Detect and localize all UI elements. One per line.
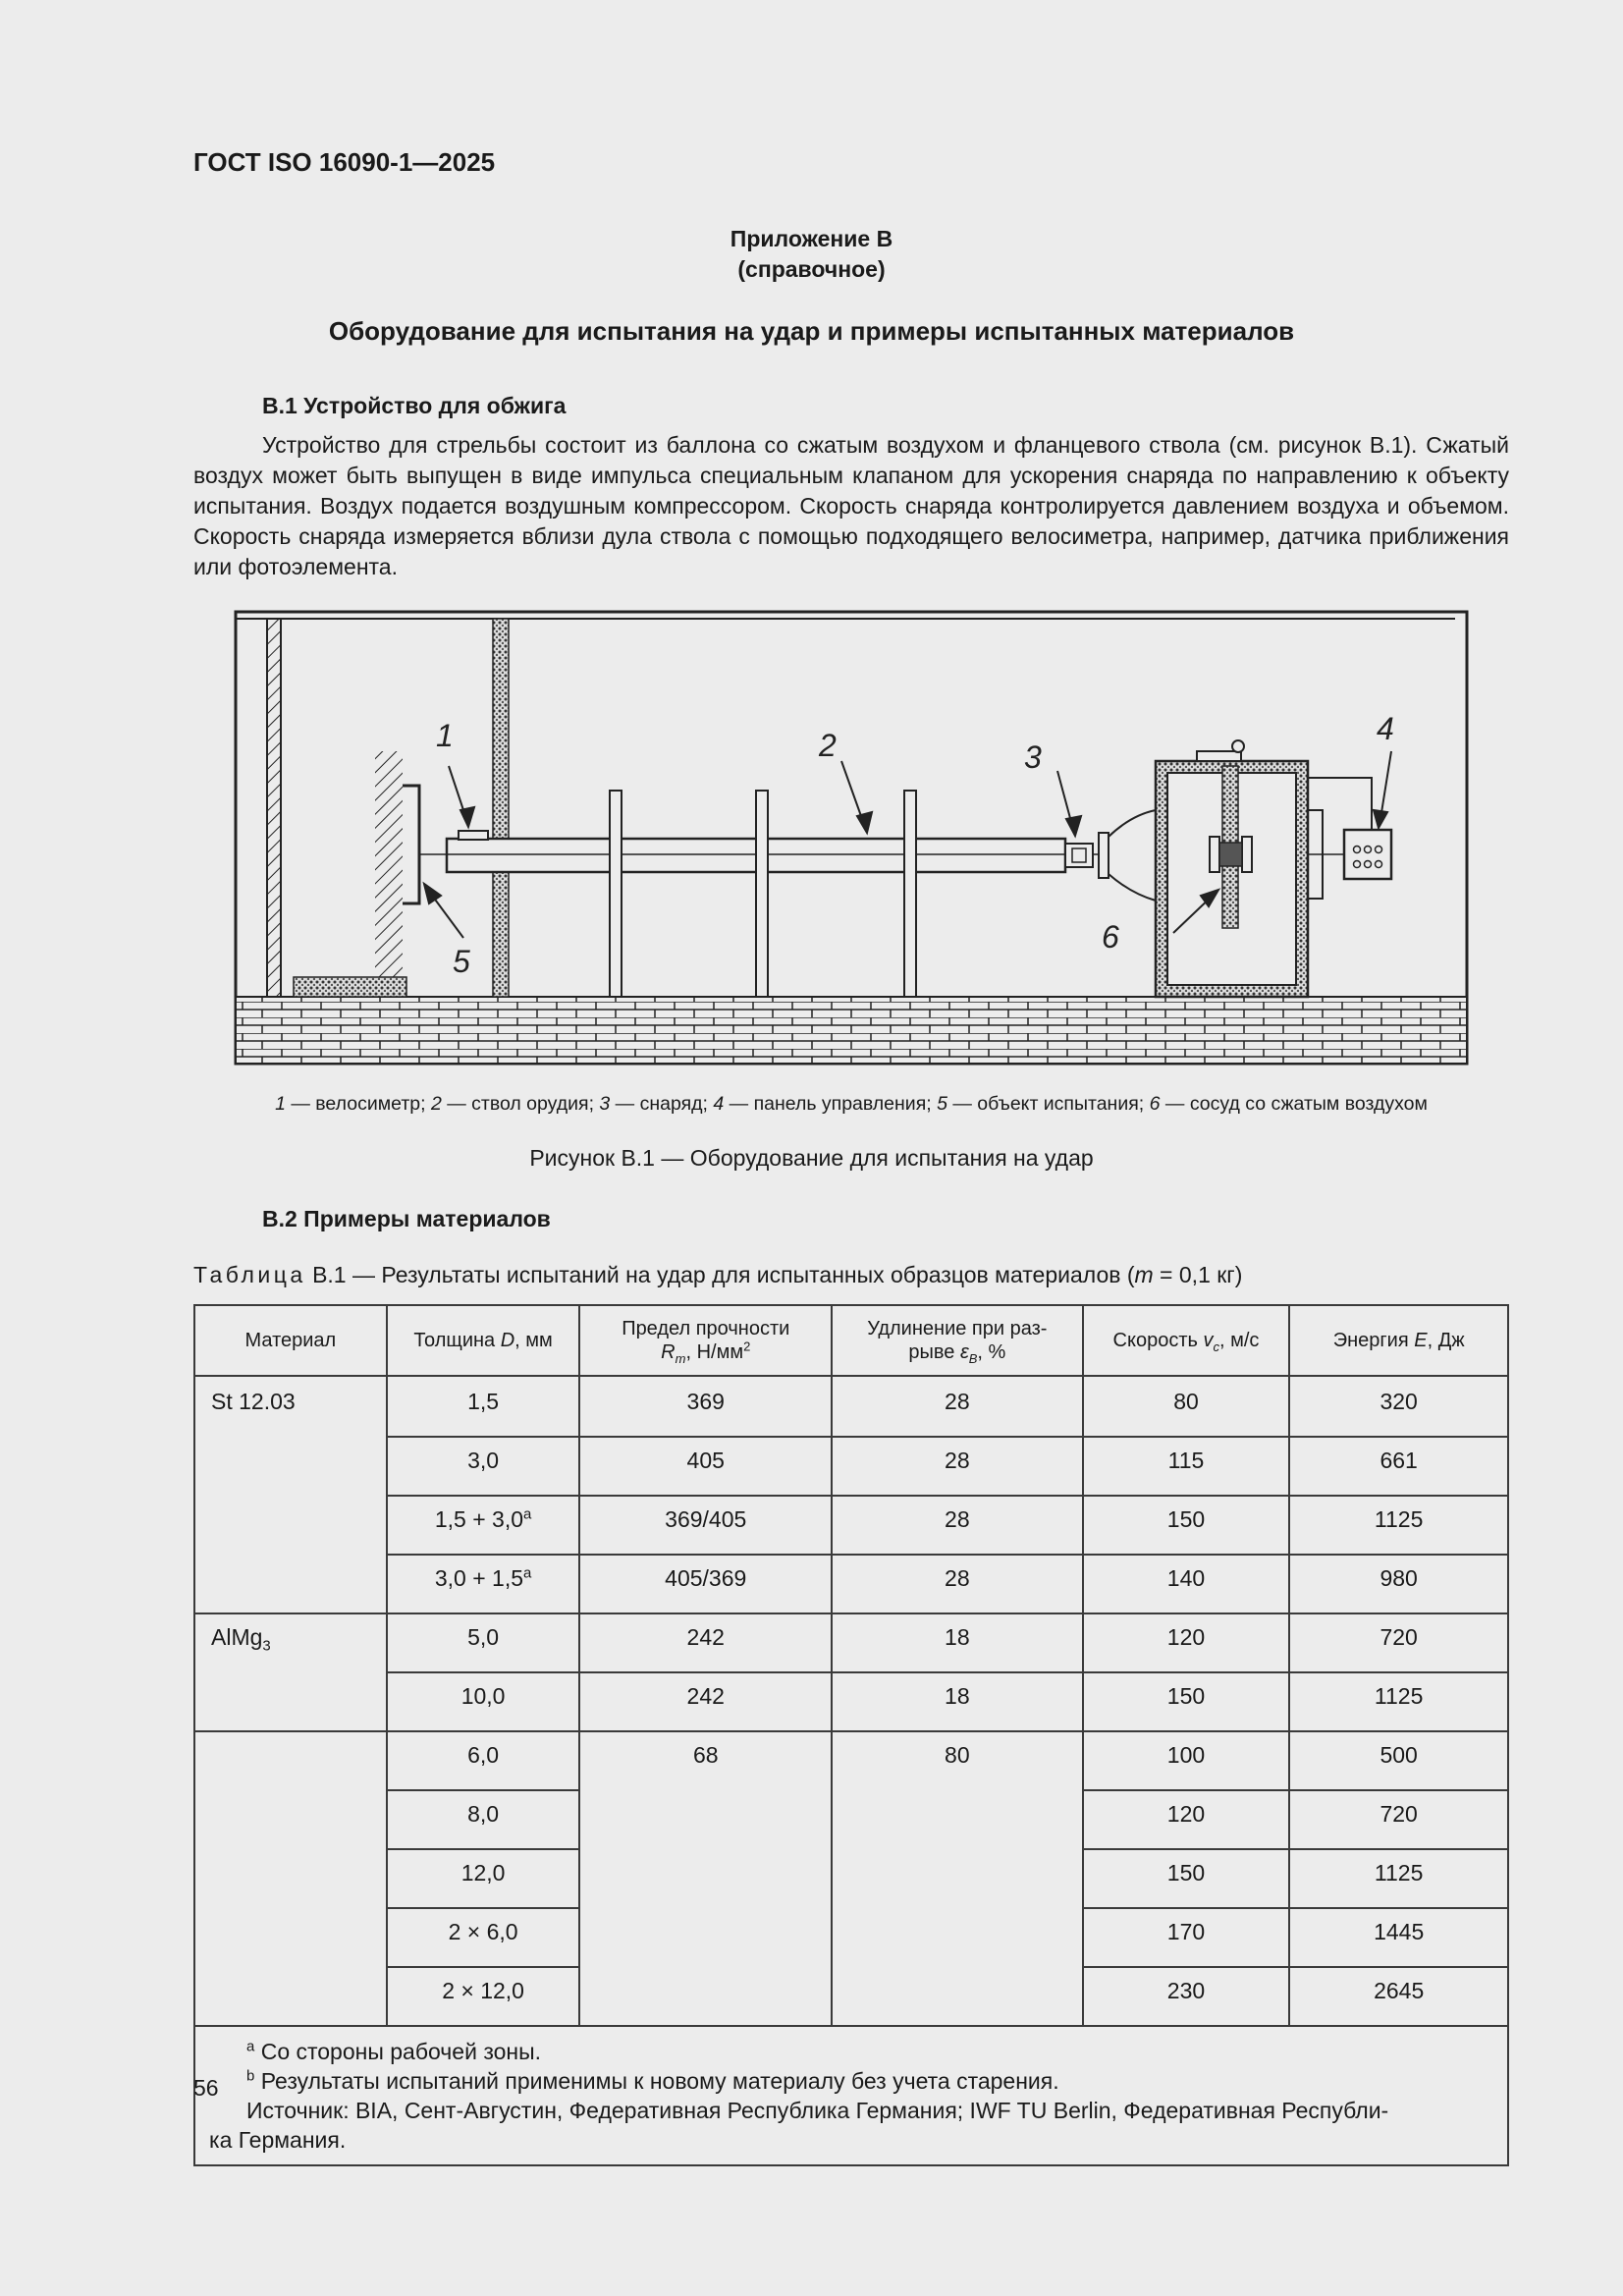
document-header: ГОСТ ISO 16090-1—2025 <box>193 147 496 177</box>
legend-text: — ствол орудия; <box>441 1093 600 1115</box>
velocimeter-sensor <box>459 831 488 840</box>
label-2: 2 <box>819 728 837 763</box>
table-row: 2 × 6,0 170 1445 <box>194 1908 1508 1967</box>
table-row: 6,0 68 80 100 500 <box>194 1731 1508 1790</box>
table-row: 8,0 120 720 <box>194 1790 1508 1849</box>
table-notes <box>194 2026 1508 2165</box>
material-cell: AlMg$_3$ <box>194 1613 387 1731</box>
test-object <box>403 786 419 903</box>
table-notes-row <box>194 2026 1508 2165</box>
projectile <box>1065 844 1093 867</box>
note-b: $^b$ Результаты испытаний применимы к новому материалу без учета старения. <box>246 2067 1059 2094</box>
note-source-cont: ка Германия. <box>209 2127 347 2153</box>
legend-num: 4 <box>713 1093 725 1115</box>
target-holder <box>375 751 403 977</box>
note-a: $^a$ Со стороны рабочей зоны. <box>246 2038 542 2064</box>
legend-text: — снаряд; <box>610 1093 714 1115</box>
table-row: St 12.03 1,5 369 28 80 320 <box>194 1376 1508 1437</box>
table-caption: Таблица В.1 — Результаты испытаний на удар для испытанных образцов материалов (m = 0,1 кг) <box>193 1262 1243 1287</box>
section-heading-b1: В.1 Устройство для обжига <box>262 393 567 418</box>
table-row: 3,0 + 1,5$^a$ 405/369 28 140 980 <box>194 1555 1508 1613</box>
label-1: 1 <box>436 718 454 753</box>
table-row: 10,0 242 18 150 1125 <box>194 1672 1508 1731</box>
col-elongation: Удлинение при раз- рыве $\varepsilon_B$, % <box>832 1305 1083 1376</box>
paragraph-text: Устройство для стрельбы состоит из баллона со сжатым воздухом и фланцевого ствола (см. рисунок В.1). Сжатый воздух может быть выпущен в виде импульса специальным клапаном для ускорения снаряда по направлению к объекту испытания. Воздух подается воздушным компрессором. Скорость снаряда контролируется давлением воздуха и объемом. Скорость снаряда измеряется вблизи дула ствола с помощью подходящего велосиметра, например, датчика приближения или фотоэлемента. <box>193 432 1509 579</box>
table-row: AlMg$_3$ 5,0 242 18 120 720 <box>194 1613 1508 1672</box>
figure-legend <box>193 1093 1509 1116</box>
brick-floor <box>236 997 1467 1064</box>
material-cell: St 12.03 <box>194 1376 387 1613</box>
annex-status: (справочное) <box>737 256 886 282</box>
section-heading-b2: В.2 Примеры материалов <box>262 1206 551 1231</box>
figure-caption: Рисунок В.1 — Оборудование для испытания на удар <box>529 1145 1094 1171</box>
legend-num: 3 <box>599 1093 611 1115</box>
label-6: 6 <box>1102 919 1119 955</box>
table-header-row <box>194 1305 1508 1376</box>
page-number: 56 <box>193 2075 219 2101</box>
label-5: 5 <box>453 944 470 979</box>
section-paragraph <box>193 430 1509 582</box>
table-row: 12,0 150 1125 <box>194 1849 1508 1908</box>
legend-text: — объект испытания; <box>947 1093 1150 1115</box>
control-panel <box>1344 830 1391 879</box>
left-wall <box>267 619 281 997</box>
impact-results-table <box>193 1304 1509 2166</box>
table-caption-prefix: Таблица <box>193 1262 306 1287</box>
legend-text: — сосуд со сжатым воздухом <box>1160 1093 1428 1115</box>
material-cell <box>194 1731 387 2026</box>
legend-text: — панель управления; <box>724 1093 938 1115</box>
annex-title: Приложение В <box>730 226 893 251</box>
col-speed: Скорость $v_c$, м/с <box>1083 1305 1290 1376</box>
label-4: 4 <box>1377 711 1394 746</box>
annex-heading: Оборудование для испытания на удар и примеры испытанных материалов <box>328 316 1295 346</box>
legend-num: 2 <box>430 1093 442 1115</box>
col-material: Материал <box>194 1305 387 1376</box>
label-3: 3 <box>1024 739 1042 775</box>
legend-num: 5 <box>937 1093 947 1115</box>
dotted-wall <box>493 619 509 997</box>
table-row: 3,0 405 28 115 661 <box>194 1437 1508 1496</box>
legend-num: 1 <box>275 1093 286 1115</box>
legend-text: — велосиметр; <box>285 1093 431 1115</box>
col-strength: Предел прочности $R_m$, $Н/мм^2$ <box>579 1305 832 1376</box>
table-row: 2 × 12,0 230 2645 <box>194 1967 1508 2026</box>
legend-num: 6 <box>1149 1093 1161 1115</box>
col-energy: Энергия E, Дж <box>1289 1305 1508 1376</box>
floor-block <box>294 977 406 997</box>
col-thickness: Толщина D, мм <box>387 1305 580 1376</box>
note-source: Источник: BIA, Сент-Августин, Федеративная Республика Германия; IWF TU Berlin, Федеративная Республи- <box>246 2098 1389 2123</box>
table-row: 1,5 + 3,0$^a$ 369/405 28 150 1125 <box>194 1496 1508 1555</box>
impact-test-equipment-figure <box>233 609 1470 1070</box>
